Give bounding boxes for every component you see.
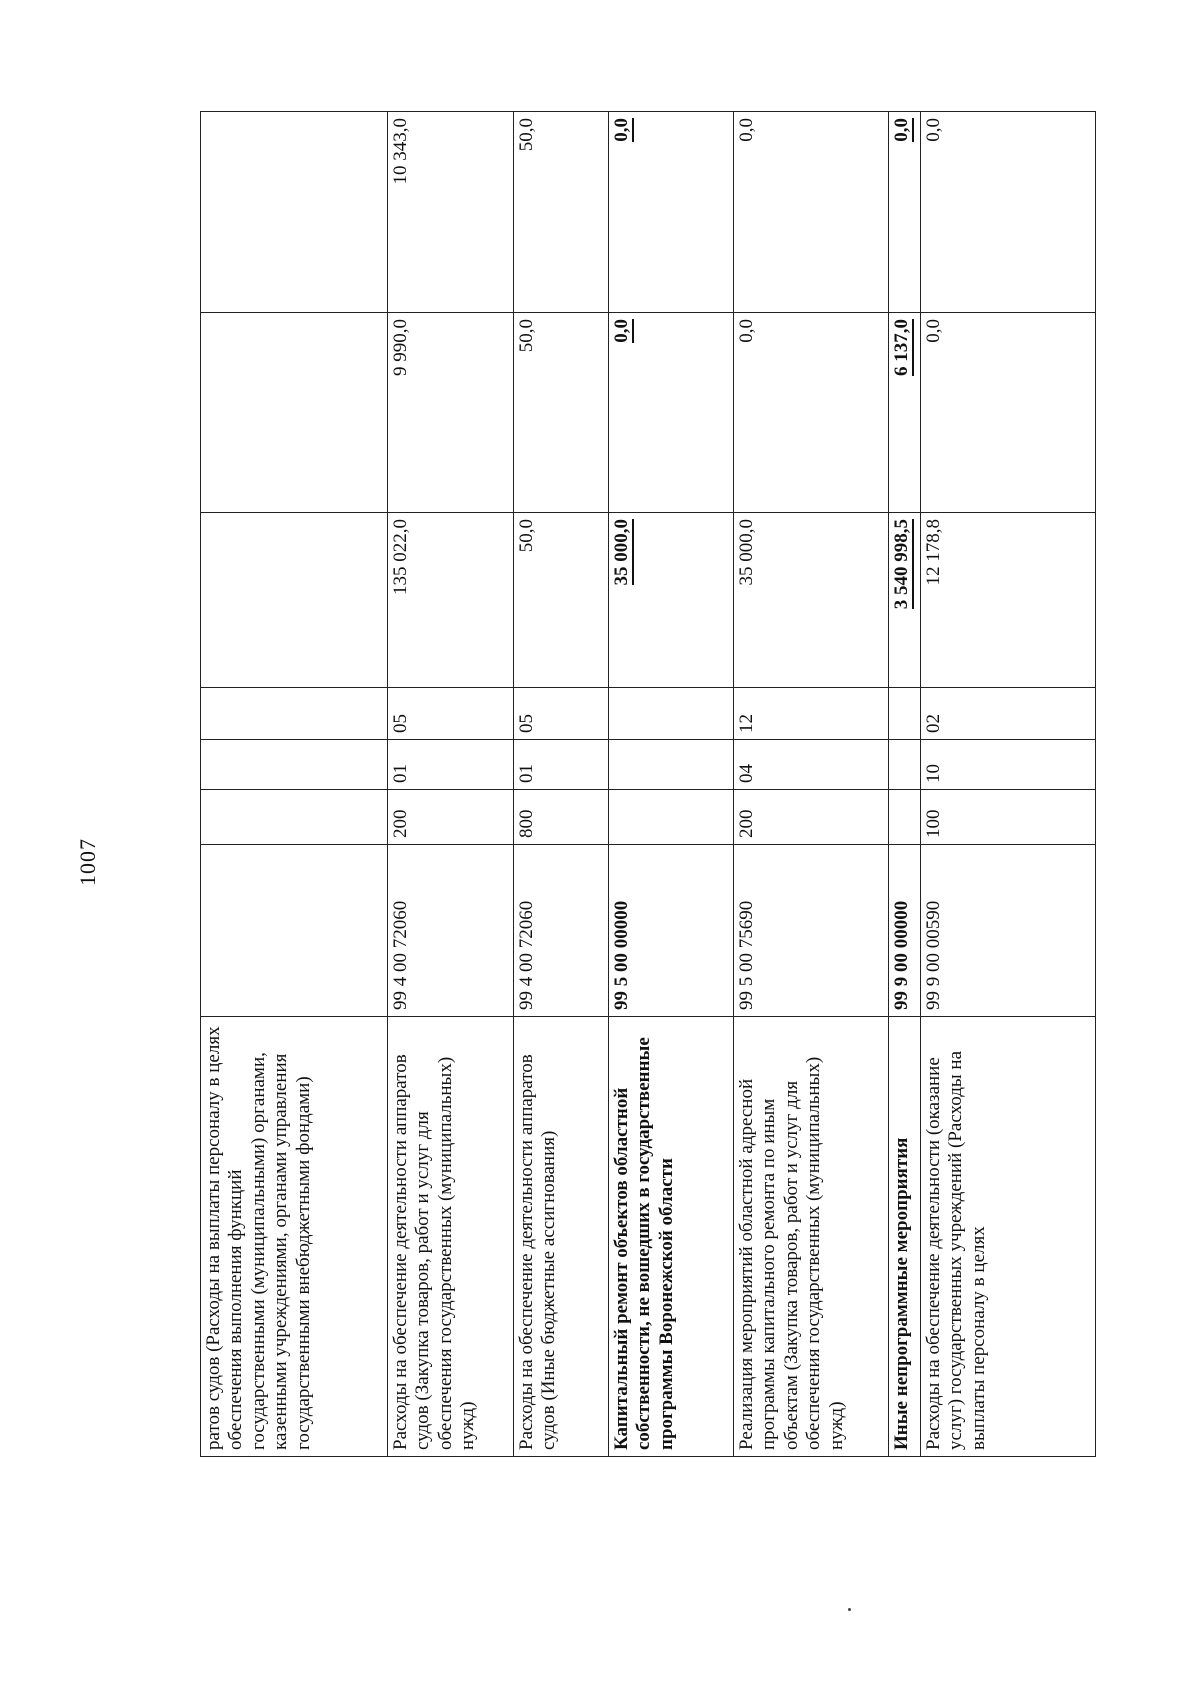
table-row (388, 112, 514, 1457)
subsection-code (609, 688, 734, 740)
sum-year3: 0,0 (889, 112, 921, 313)
expense-type (201, 790, 388, 845)
sum-year3: 0,0 (609, 112, 734, 313)
sum-year1: 35 000,0 (609, 513, 734, 688)
table-row (921, 112, 1096, 1457)
section-code (609, 740, 734, 790)
expense-type: 200 (734, 790, 889, 845)
target-code: 99 4 00 72060 (388, 845, 514, 1017)
section-code: 04 (734, 740, 889, 790)
sum-year3: 10 343,0 (388, 112, 514, 313)
subsection-code (201, 688, 388, 740)
sum-year2 (201, 313, 388, 513)
section-code: 01 (514, 740, 609, 790)
sum-year1: 50,0 (514, 513, 609, 688)
sum-year2: 9 990,0 (388, 313, 514, 513)
subsection-code: 05 (388, 688, 514, 740)
sum-year2: 6 137,0 (889, 313, 921, 513)
sum-year1: 135 022,0 (388, 513, 514, 688)
sum-year2: 0,0 (921, 313, 1096, 513)
sum-year1: 3 540 998,5 (889, 513, 921, 688)
subsection-code: 12 (734, 688, 889, 740)
sum-year3: 0,0 (921, 112, 1096, 313)
sum-year3: 50,0 (514, 112, 609, 313)
expense-type: 100 (921, 790, 1096, 845)
target-code: 99 4 00 72060 (514, 845, 609, 1017)
expense-type (609, 790, 734, 845)
target-code: 99 9 00 00590 (921, 845, 1096, 1017)
sum-year3 (201, 112, 388, 313)
target-code: 99 5 00 75690 (734, 845, 889, 1017)
row-name: ратов судов (Расходы на выплаты персоналу в целях обеспечения выполнения функций государственными (муниципальными) органами, казенными учреждениями, органами управления государственными внебюджетными фондами) (201, 1017, 388, 1457)
expense-type (889, 790, 921, 845)
row-name: Расходы на обеспечение деятельности аппаратов судов (Закупка товаров, работ и услуг для обеспечения государственных (муниципальных) нужд) (388, 1017, 514, 1457)
target-code: 99 5 00 00000 (609, 845, 734, 1017)
subsection-code (889, 688, 921, 740)
expense-type: 200 (388, 790, 514, 845)
target-code (201, 845, 388, 1017)
sum-year2: 0,0 (734, 313, 889, 513)
subsection-code: 05 (514, 688, 609, 740)
scan-speck (848, 1608, 851, 1611)
section-code (201, 740, 388, 790)
row-name: Расходы на обеспечение деятельности аппаратов судов (Иные бюджетные ассигнования) (514, 1017, 609, 1457)
table-row (609, 112, 734, 1457)
sum-year3: 0,0 (734, 112, 889, 313)
row-name: Иные непрограммные мероприятия (889, 1017, 921, 1457)
sum-year1: 35 000,0 (734, 513, 889, 688)
row-name: Расходы на обеспечение деятельности (оказание услуг) государственных учреждений (Расходы на выплаты персоналу в целях (921, 1017, 1096, 1457)
section-code (889, 740, 921, 790)
table-row (734, 112, 889, 1457)
sum-year1 (201, 513, 388, 688)
table-row (514, 112, 609, 1457)
page-number: 1007 (75, 838, 100, 886)
table-row (201, 112, 388, 1457)
budget-table-rotated (200, 112, 1095, 1457)
section-code: 01 (388, 740, 514, 790)
subsection-code: 02 (921, 688, 1096, 740)
sum-year2: 50,0 (514, 313, 609, 513)
sum-year1: 12 178,8 (921, 513, 1096, 688)
section-code: 10 (921, 740, 1096, 790)
table-row (889, 112, 921, 1457)
target-code: 99 9 00 00000 (889, 845, 921, 1017)
expense-type: 800 (514, 790, 609, 845)
budget-table (200, 111, 1096, 1457)
sum-year2: 0,0 (609, 313, 734, 513)
row-name: Реализация мероприятий областной адресной программы капитального ремонта по иным объектам (Закупка товаров, работ и услуг для обеспечения государственных (муниципальных) нужд) (734, 1017, 889, 1457)
row-name: Капитальный ремонт объектов областной собственности, не вошедших в государственные программы Воронежской области (609, 1017, 734, 1457)
